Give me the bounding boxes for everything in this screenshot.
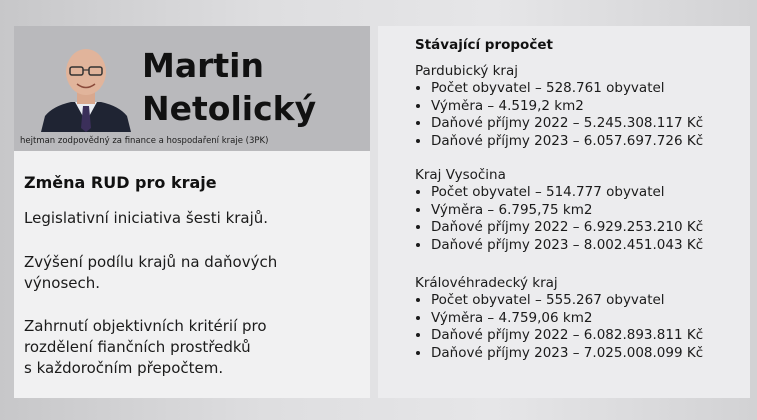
list-item: • Daňové příjmy 2022 – 6.929.253.210 Kč [431, 219, 745, 237]
paragraph-line: Zvýšení podílu krajů na daňových [24, 253, 278, 271]
calculation-title: Stávající propočet [415, 37, 553, 53]
list-item: • Počet obyvatel – 555.267 obyvatel [431, 292, 745, 310]
list-item: • Daňové příjmy 2023 – 6.057.697.726 Kč [431, 133, 745, 151]
person-name [142, 44, 316, 130]
right-panel [378, 26, 750, 398]
list-item: • Daňové příjmy 2022 – 5.245.308.117 Kč [431, 115, 745, 133]
region-name: Kraj Vysočina [415, 167, 506, 183]
region-vysocina [415, 166, 745, 254]
list-item: • Daňové příjmy 2023 – 8.002.451.043 Kč [431, 237, 745, 255]
paragraph-share-increase [24, 252, 344, 294]
portrait-photo [31, 36, 141, 132]
paragraph-line: výnosech. [24, 274, 101, 292]
first-name: Martin [142, 46, 264, 85]
list-item: • Výměra – 4.519,2 km2 [431, 98, 745, 116]
paragraph-line: rozdělení fiančních prostředků [24, 338, 251, 356]
person-role: hejtman zodpovědný za finance a hospodaření kraje (3PK) [20, 136, 269, 146]
list-item: • Daňové příjmy 2022 – 6.082.893.811 Kč [431, 327, 745, 345]
list-item: • Počet obyvatel – 514.777 obyvatel [431, 184, 745, 202]
paragraph-line: Legislativní iniciativa šesti krajů. [24, 209, 269, 227]
list-item: • Počet obyvatel – 528.761 obyvatel [431, 80, 745, 98]
list-item: • Výměra – 4.759,06 km2 [431, 310, 745, 328]
list-item: • Výměra – 6.795,75 km2 [431, 202, 745, 220]
region-stats-list [415, 80, 745, 150]
region-stats-list [415, 184, 745, 254]
region-stats-list [415, 292, 745, 362]
region-kralovehradecky [415, 274, 745, 362]
region-pardubicky [415, 62, 745, 150]
list-item: • Daňové příjmy 2023 – 7.025.008.099 Kč [431, 345, 745, 363]
paragraph-initiative [24, 208, 344, 229]
paragraph-criteria [24, 316, 344, 379]
person-header [14, 26, 370, 151]
section-title: Změna RUD pro kraje [24, 173, 217, 192]
left-panel [14, 26, 370, 398]
paragraph-line: s každoročním přepočtem. [24, 359, 224, 377]
region-name: Pardubický kraj [415, 63, 518, 79]
paragraph-line: Zahrnutí objektivních kritérií pro [24, 317, 267, 335]
last-name: Netolický [142, 89, 317, 128]
region-name: Královéhradecký kraj [415, 275, 558, 291]
